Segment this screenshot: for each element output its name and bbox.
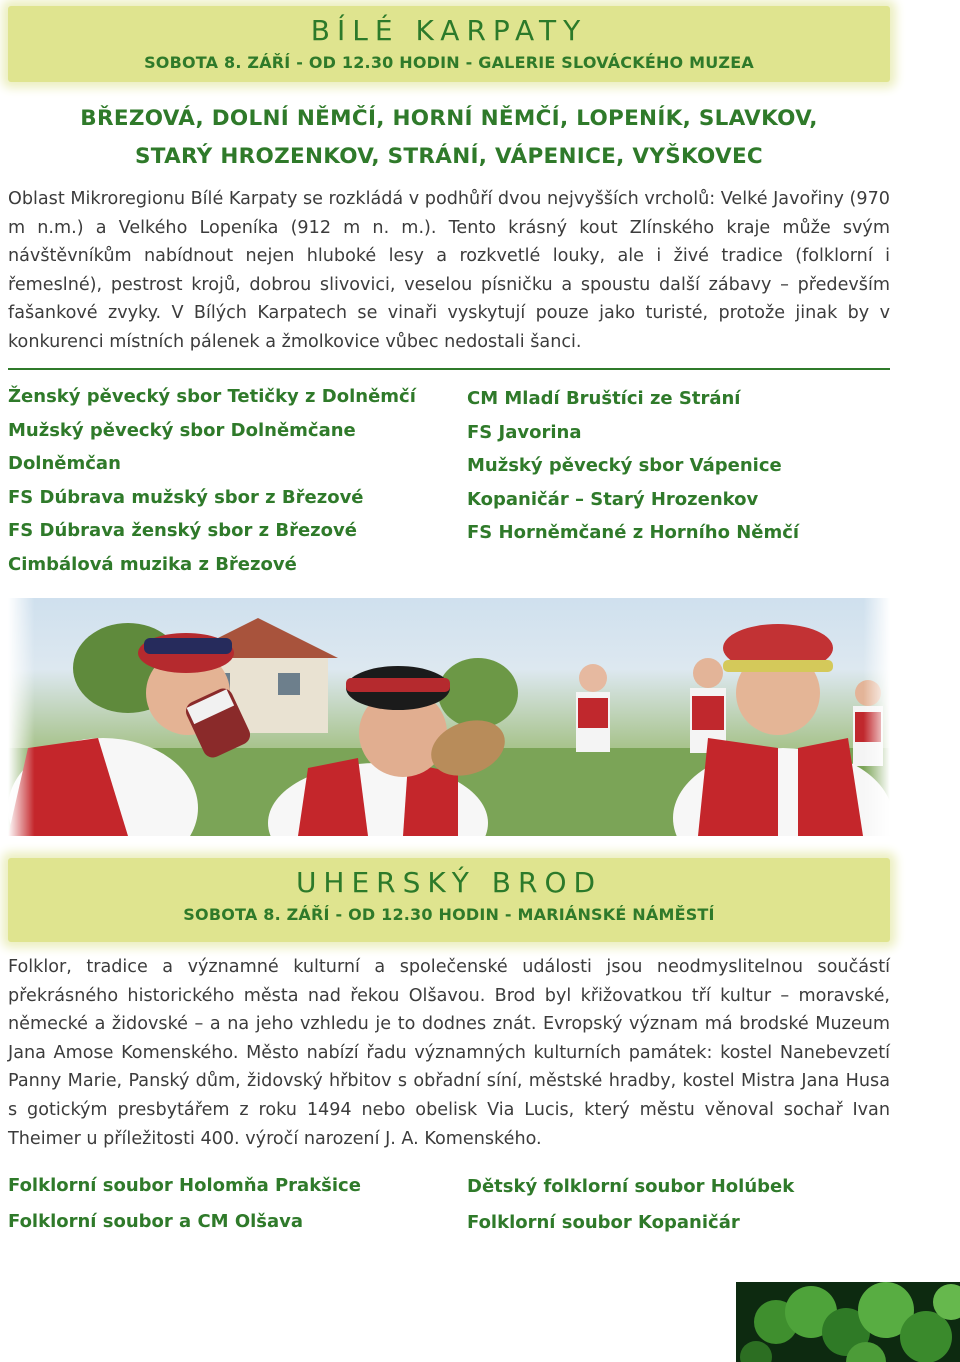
region-title: BÍLÉ KARPATY <box>310 14 588 47</box>
ensemble-list-left <box>8 380 416 581</box>
ensemble-item: Ženský pěvecký sbor Tetičky z Dolněmčí <box>8 386 416 407</box>
ensemble-item: FS Javorina <box>467 421 582 443</box>
ensemble-item: Kopaničár – Starý Hrozenkov <box>467 488 759 510</box>
ensemble-item: Folklorní soubor Kopaničár <box>467 1212 740 1233</box>
village-list <box>8 100 890 176</box>
event-info: SOBOTA 8. ZÁŘÍ - OD 12.30 HODIN - MARIÁNSKÉ NÁMĚSTÍ <box>183 905 715 924</box>
ensemble-item: Dětský folklorní soubor Holúbek <box>467 1176 795 1197</box>
ensemble-list-right <box>467 382 799 550</box>
ensemble-item: Mužský pěvecký sbor Dolněmčane <box>8 419 356 441</box>
ensemble-item: Cimbálová muzika z Březové <box>8 553 297 575</box>
ensemble-item: Folklorní soubor Holomňa Prakšice <box>8 1175 361 1196</box>
ensemble-item: CM Mladí Bruštíci ze Strání <box>467 388 741 409</box>
ensemble-item: FS Horněmčané z Horního Němčí <box>467 522 800 543</box>
section-banner-bile-karpaty <box>8 6 890 82</box>
ensemble-item: FS Dúbrava mužský sbor z Březové <box>8 486 364 508</box>
ensemble-item: Folklorní soubor a CM Olšava <box>8 1211 304 1232</box>
event-info: SOBOTA 8. ZÁŘÍ - OD 12.30 HODIN - GALERIE SLOVÁCKÉHO MUZEA <box>144 53 754 72</box>
ensemble-list-left <box>8 1168 361 1240</box>
village-list-line: STARÝ HROZENKOV, STRÁNÍ, VÁPENICE, VYŠKOVEC <box>134 144 764 169</box>
section-banner-uhersky-brod <box>8 858 890 942</box>
region-title: UHERSKÝ BROD <box>295 866 603 899</box>
town-description: Folklor, tradice a významné kulturní a společenské události jsou neodmyslitelnou součástí překrásného historického města nad řekou Olšavou. Brod byl křižovatkou tří kultur – moravské, německé a židovské – a na jeho vzhledu je to dodnes znát. Evropský význam má brodské Muzeum Jana Amose Komenského. Město nabízí řadu významných kulturních památek: kostel Nanebevzetí Panny Marie, Panský dům, židovský hřbitov s obřadní síní, městské hradby, kostel Mistra Jana Husa s gotickým presbytářem z roku 1494 nebo obelisk Via Lucis, který městu věnoval sochař Ivan Theimer u příležitosti 400. výročí narození J. A. Komenského. <box>8 957 890 1149</box>
ensemble-item: FS Dúbrava ženský sbor z Březové <box>8 520 357 541</box>
ensemble-list-right <box>467 1169 794 1241</box>
foliage-decoration <box>736 1282 960 1362</box>
region-description: Oblast Mikroregionu Bílé Karpaty se rozkládá v podhůří dvou nejvyšších vrcholů: Velké Javořiny (970 m n.m.) a Velkého Lopeníka (912 m n. m.). Tento krásný kout Zlínského kraje může svým návštěvníkům nabídnout nejen hluboké lesy a rozkvetlé louky, ale i živé tradice (folklorní i řemeslné), pestrost krojů, dobrou slivovici, veselou písničku a spoustu další zábavy – především fašankové zvyky. V Bílých Karpatech se vinaři vyskytují pouze jako turisté, protože jinak by v konkurenci místních pálenek a žmolkovice vůbec nedostali šanci. <box>8 189 890 352</box>
ensemble-item: Mužský pěvecký sbor Vápenice <box>467 455 782 476</box>
divider <box>8 368 890 370</box>
folk-costume-photo <box>8 598 890 836</box>
village-list-line: BŘEZOVÁ, DOLNÍ NĚMČÍ, HORNÍ NĚMČÍ, LOPENÍK, SLAVKOV, <box>80 106 818 131</box>
ensemble-item: Dolněmčan <box>8 453 121 474</box>
